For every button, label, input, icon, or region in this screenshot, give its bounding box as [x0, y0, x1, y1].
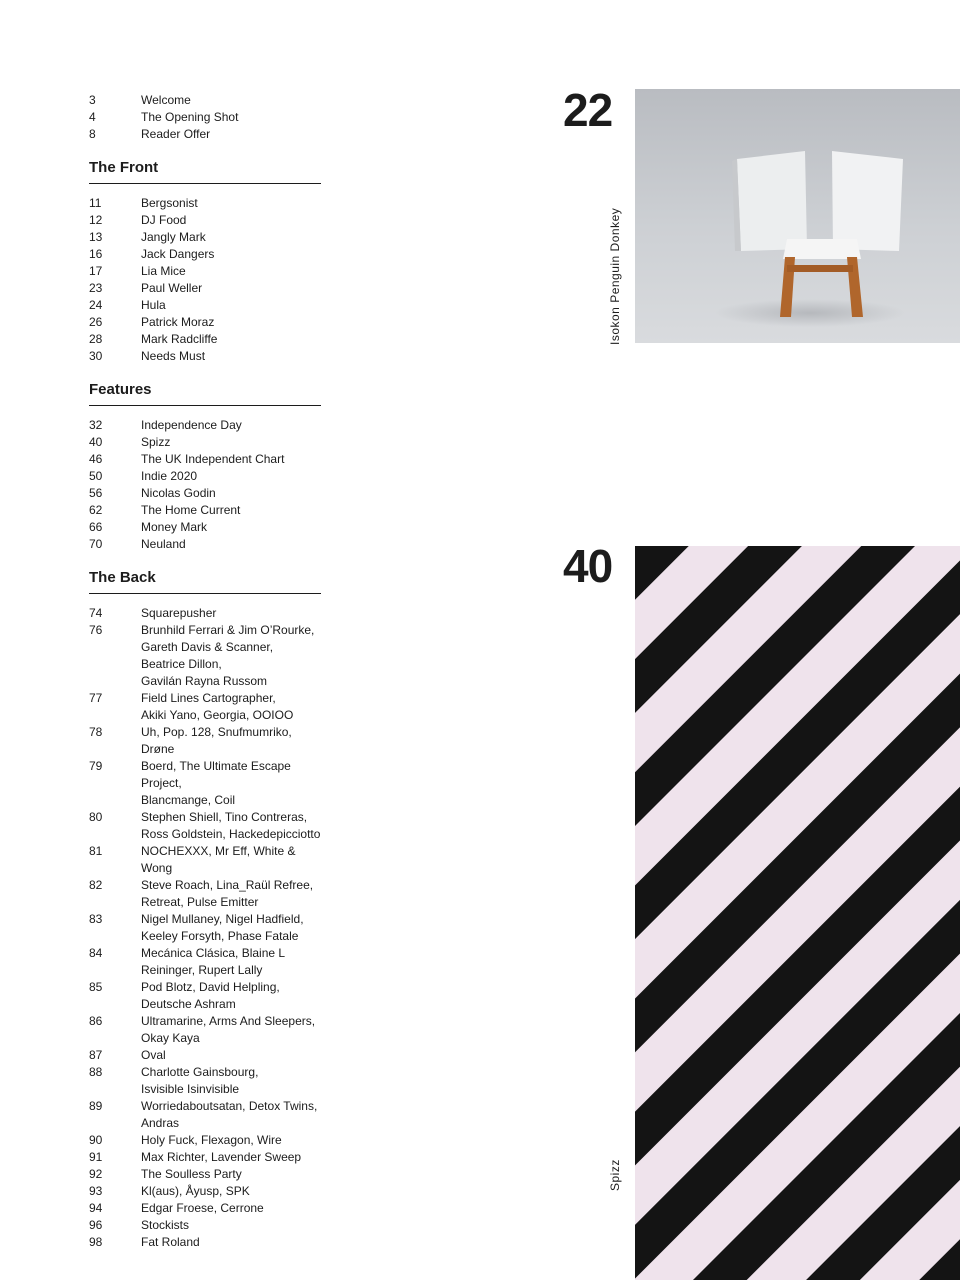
toc-entry[interactable] [89, 451, 321, 468]
entry-title: Fat Roland [141, 1235, 200, 1249]
entry-title: Mark Radcliffe [141, 332, 218, 346]
page-number: 79 [89, 759, 103, 773]
toc-entry[interactable] [89, 1149, 321, 1166]
page-number: 16 [89, 247, 103, 261]
intro-list [89, 92, 321, 143]
image-caption: Spizz [608, 1159, 622, 1191]
page-number: 92 [89, 1167, 103, 1181]
section-the-front [89, 159, 321, 365]
page-number: 24 [89, 298, 103, 312]
toc-entry[interactable] [89, 979, 321, 1013]
entry-title: Max Richter, Lavender Sweep [141, 1150, 302, 1164]
toc-entry[interactable] [89, 911, 321, 945]
highlight-page-number: 22 [563, 84, 613, 136]
toc-entry[interactable] [89, 126, 321, 143]
toc-entry[interactable] [89, 1013, 321, 1047]
entry-title: Boerd, The Ultimate Escape Project, Blancmange, Coil [141, 759, 291, 807]
toc-entry[interactable] [89, 485, 321, 502]
spizz-stripes-photo[interactable] [635, 546, 960, 1280]
toc-entry[interactable] [89, 263, 321, 280]
page-number: 46 [89, 452, 103, 466]
page-number: 88 [89, 1065, 103, 1079]
entry-title: Field Lines Cartographer, Akiki Yano, Georgia, OOIOO [141, 691, 294, 722]
section-heading: The Back [89, 569, 321, 594]
entry-title: Neuland [141, 537, 186, 551]
entry-title: Squarepusher [141, 606, 217, 620]
entry-title: Spizz [141, 435, 171, 449]
table-of-contents [89, 92, 321, 1251]
toc-entry[interactable] [89, 417, 321, 434]
entry-title: The Soulless Party [141, 1167, 242, 1181]
section-heading: Features [89, 381, 321, 406]
entry-title: Nicolas Godin [141, 486, 216, 500]
entry-title: Pod Blotz, David Helpling, Deutsche Ashram [141, 980, 280, 1011]
toc-entry[interactable] [89, 1132, 321, 1149]
page-number: 83 [89, 912, 103, 926]
page-number: 76 [89, 623, 103, 637]
entry-title: DJ Food [141, 213, 187, 227]
page-number: 84 [89, 946, 103, 960]
entry-title: Kl(aus), Åyusp, SPK [141, 1184, 250, 1198]
page-number: 32 [89, 418, 103, 432]
entry-title: Jack Dangers [141, 247, 215, 261]
isokon-penguin-donkey-photo[interactable] [635, 89, 960, 343]
page-number: 89 [89, 1099, 103, 1113]
entry-title: Reader Offer [141, 127, 211, 141]
toc-entry[interactable] [89, 1200, 321, 1217]
toc-entry[interactable] [89, 605, 321, 622]
toc-entry[interactable] [89, 314, 321, 331]
page-number: 90 [89, 1133, 103, 1147]
page-number: 82 [89, 878, 103, 892]
entry-title: Money Mark [141, 520, 208, 534]
entry-title: Charlotte Gainsbourg, Isvisible Isinvisible [141, 1065, 259, 1096]
page-number: 66 [89, 520, 103, 534]
toc-entry[interactable] [89, 758, 321, 809]
toc-entry[interactable] [89, 1183, 321, 1200]
image-caption: Isokon Penguin Donkey [608, 207, 622, 345]
entry-title: Mecánica Clásica, Blaine L Reininger, Rupert Lally [141, 946, 286, 977]
page-number: 96 [89, 1218, 103, 1232]
entry-title: Bergsonist [141, 196, 198, 210]
toc-entry[interactable] [89, 1166, 321, 1183]
entry-title: Welcome [141, 93, 191, 107]
page-number: 74 [89, 606, 103, 620]
page-number: 87 [89, 1048, 103, 1062]
page-number: 91 [89, 1150, 103, 1164]
toc-entry[interactable] [89, 690, 321, 724]
entry-title: Holy Fuck, Flexagon, Wire [141, 1133, 282, 1147]
page-number: 77 [89, 691, 103, 705]
page-number: 56 [89, 486, 103, 500]
page-number: 28 [89, 332, 103, 346]
entry-title: Oval [141, 1048, 166, 1062]
page-number: 94 [89, 1201, 103, 1215]
toc-entry[interactable] [89, 348, 321, 365]
highlight-page-number: 40 [563, 540, 613, 592]
toc-entry[interactable] [89, 280, 321, 297]
entry-title: Jangly Mark [141, 230, 206, 244]
page-number: 40 [89, 435, 103, 449]
page-number: 86 [89, 1014, 103, 1028]
entry-title: Brunhild Ferrari & Jim O’Rourke, Gareth Davis & Scanner, Beatrice Dillon, Gavilán Rayna Russom [141, 623, 315, 688]
entry-title: Needs Must [141, 349, 206, 363]
page-number: 78 [89, 725, 103, 739]
toc-entry[interactable] [89, 246, 321, 263]
toc-entry[interactable] [89, 92, 321, 109]
toc-entry[interactable] [89, 1098, 321, 1132]
section-the-back [89, 569, 321, 1251]
page-number: 30 [89, 349, 103, 363]
entry-title: Worriedaboutsatan, Detox Twins, Andras [141, 1099, 318, 1130]
toc-entry[interactable] [89, 1234, 321, 1251]
toc-entry[interactable] [89, 229, 321, 246]
entry-title: Stephen Shiell, Tino Contreras, Ross Goldstein, Hackedepicciotto [141, 810, 321, 841]
entry-title: Hula [141, 298, 166, 312]
page-number: 11 [89, 196, 102, 210]
page-number: 26 [89, 315, 103, 329]
toc-entry[interactable] [89, 519, 321, 536]
entry-title: Steve Roach, Lina_Raül Refree, Retreat, Pulse Emitter [141, 878, 314, 909]
page-number: 4 [89, 110, 96, 124]
page-number: 3 [89, 93, 96, 107]
entry-title: Nigel Mullaney, Nigel Hadfield, Keeley Forsyth, Phase Fatale [141, 912, 304, 943]
page-number: 17 [89, 264, 103, 278]
toc-entry[interactable] [89, 1217, 321, 1234]
entry-title: Ultramarine, Arms And Sleepers, Okay Kaya [141, 1014, 316, 1045]
entry-title: Stockists [141, 1218, 190, 1232]
page-number: 70 [89, 537, 103, 551]
page-number: 98 [89, 1235, 103, 1249]
entry-title: Uh, Pop. 128, Snufmumriko, Drøne [141, 725, 292, 756]
entry-title: NOCHEXXX, Mr Eff, White & Wong [141, 844, 296, 875]
page-number: 8 [89, 127, 96, 141]
entry-title: Patrick Moraz [141, 315, 215, 329]
page-number: 12 [89, 213, 103, 227]
toc-entry[interactable] [89, 809, 321, 843]
toc-entry[interactable] [89, 297, 321, 314]
page-number: 81 [89, 844, 103, 858]
page-number: 93 [89, 1184, 103, 1198]
toc-entry[interactable] [89, 502, 321, 519]
page-number: 50 [89, 469, 103, 483]
toc-entry[interactable] [89, 536, 321, 553]
page-number: 62 [89, 503, 103, 517]
entry-title: The Opening Shot [141, 110, 239, 124]
page-number: 85 [89, 980, 103, 994]
toc-entry[interactable] [89, 622, 321, 690]
section-features [89, 381, 321, 553]
page-number: 23 [89, 281, 103, 295]
page-number: 80 [89, 810, 103, 824]
toc-entry[interactable] [89, 877, 321, 911]
toc-entry[interactable] [89, 1064, 321, 1098]
page-number: 13 [89, 230, 103, 244]
toc-entry[interactable] [89, 945, 321, 979]
toc-entry[interactable] [89, 843, 321, 877]
entry-title: Indie 2020 [141, 469, 198, 483]
toc-entry[interactable] [89, 109, 321, 126]
entry-title: Lia Mice [141, 264, 186, 278]
toc-entry[interactable] [89, 434, 321, 451]
toc-entry[interactable] [89, 724, 321, 758]
toc-entry[interactable] [89, 212, 321, 229]
entry-title: The UK Independent Chart [141, 452, 285, 466]
toc-entry[interactable] [89, 468, 321, 485]
entry-title: Edgar Froese, Cerrone [141, 1201, 264, 1215]
toc-entry[interactable] [89, 1047, 321, 1064]
section-heading: The Front [89, 159, 321, 184]
entry-title: The Home Current [141, 503, 241, 517]
toc-entry[interactable] [89, 331, 321, 348]
toc-entry[interactable] [89, 195, 321, 212]
entry-title: Paul Weller [141, 281, 203, 295]
entry-title: Independence Day [141, 418, 242, 432]
